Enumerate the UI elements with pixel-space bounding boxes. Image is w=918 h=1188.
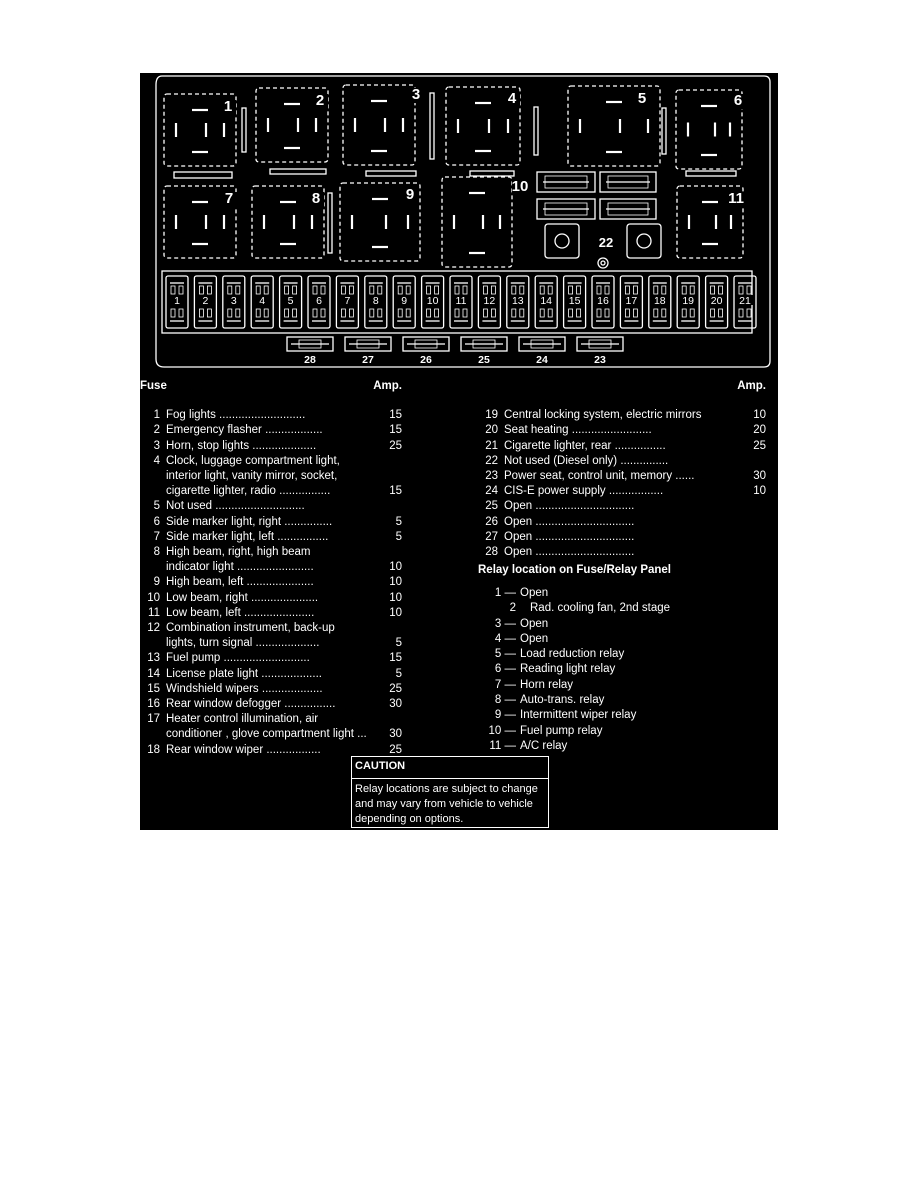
fuse-number: 20 <box>485 424 498 437</box>
relay-number-label: 4 <box>507 90 517 107</box>
fuse-description: Horn, stop lights .................... <box>166 439 317 452</box>
fuse-slot-number: 13 <box>511 295 524 307</box>
relay-location-item <box>478 678 670 693</box>
fuse-description: cigarette lighter, radio ................ <box>166 485 331 498</box>
fuse-number: 8 <box>153 546 160 559</box>
relay-location-item <box>478 586 670 601</box>
fuse-slot-number: 8 <box>372 295 379 307</box>
fuse-row <box>140 697 402 712</box>
relay-number-label: 8 <box>311 190 321 207</box>
fuse-description: Combination instrument, back-up <box>166 622 335 635</box>
fuse-row <box>140 667 402 682</box>
fuse-number: 22 <box>485 454 498 467</box>
relay-location-list <box>478 586 670 754</box>
relay-number-label: 10 <box>511 178 529 195</box>
fuse-slot-number: 17 <box>625 295 638 307</box>
fuse-amperage: 15 <box>389 424 402 437</box>
fuse-number <box>140 636 166 651</box>
relay-number: 9 — <box>494 709 516 722</box>
fuse-row <box>478 484 766 499</box>
fuse-description: Emergency flasher .................. <box>166 424 323 437</box>
relay-location-item <box>478 601 670 616</box>
fuse-number <box>140 727 166 742</box>
fuse-amperage: 25 <box>753 439 766 452</box>
fuse-number: 6 <box>153 515 160 528</box>
fuse-description: Central locking system, electric mirrors <box>504 409 702 422</box>
fuse-description: Side marker light, left ................ <box>166 530 329 543</box>
fuse-amperage: 10 <box>389 606 402 619</box>
fuse-number: 28 <box>485 546 498 559</box>
fuse-slot-number: 6 <box>316 295 322 307</box>
fuse-description: Rear window wiper ................. <box>166 743 321 756</box>
caution-line: depending on options. <box>355 813 464 825</box>
fuse-amperage <box>374 454 402 469</box>
fuse-amperage <box>374 499 402 514</box>
fuse-row <box>140 545 402 560</box>
caution-title: CAUTION <box>352 757 548 779</box>
fuse-slot-number: 27 <box>362 354 374 366</box>
caution-line: Relay locations are subject to change <box>355 783 538 795</box>
fuse-amperage: 20 <box>753 424 766 437</box>
fuse-slot-number: 23 <box>594 354 606 366</box>
fuse-description: Rear window defogger ................ <box>166 698 336 711</box>
amp-column-header-right: Amp. <box>737 380 766 392</box>
fuse-amperage: 10 <box>389 576 402 589</box>
fuse-slot-number: 20 <box>710 295 723 307</box>
fuse-slot-number: 26 <box>420 354 432 366</box>
fuse-description: Not used ............................ <box>166 500 305 513</box>
fuse-row <box>478 469 766 484</box>
fuse-description: Open ............................... <box>504 546 635 559</box>
fuse-amperage <box>374 621 402 636</box>
fuse-description: Open ............................... <box>504 515 635 528</box>
fuse-description: interior light, vanity mirror, socket, <box>166 470 338 483</box>
fuse-description: Clock, luggage compartment light, <box>166 454 340 467</box>
fuse-row <box>140 530 402 545</box>
fuse-description: High beam, right, high beam <box>166 546 311 559</box>
fuse-row <box>140 469 402 484</box>
amp-column-header-left: Amp. <box>373 380 402 392</box>
fuse-row <box>140 439 402 454</box>
fuse-amperage: 5 <box>395 515 402 528</box>
caution-line: and may vary from vehicle to vehicle <box>355 798 533 810</box>
fuse-number: 12 <box>147 622 160 635</box>
fuse-number: 26 <box>485 515 498 528</box>
fuse-number: 14 <box>147 667 160 680</box>
fuse-slot-number: 24 <box>536 354 548 366</box>
fuse-row <box>140 621 402 636</box>
fuse-relay-figure <box>140 73 778 830</box>
fuse-amperage: 10 <box>389 591 402 604</box>
relay-description: A/C relay <box>520 739 568 752</box>
fuse-description: Power seat, control unit, memory ...... <box>504 470 695 483</box>
fuse-row <box>478 454 766 469</box>
fuse-slot-number: 3 <box>230 295 237 307</box>
fuse-row <box>478 499 766 514</box>
fuse-slot-number: 15 <box>568 295 581 307</box>
fuse-row <box>478 423 766 438</box>
fuse-amperage <box>738 454 766 469</box>
fuse-number <box>140 560 166 575</box>
relay-number: 1 — <box>494 587 516 599</box>
relay-number: 11 — <box>489 739 516 752</box>
fuse-amperage <box>374 545 402 560</box>
fuse-number: 21 <box>485 439 498 452</box>
fuse-row <box>478 545 766 560</box>
fuse-number: 7 <box>153 530 160 543</box>
fuse-slot-number: 4 <box>259 295 266 307</box>
fuse-number: 11 <box>148 606 160 619</box>
relay-number: 10 — <box>488 724 516 737</box>
fuse-row <box>478 515 766 530</box>
fuse-slot-number: 14 <box>540 295 553 307</box>
relay-description: Auto-trans. relay <box>520 694 605 707</box>
relay-description: Open <box>520 632 549 645</box>
fuse-number: 9 <box>153 576 160 589</box>
fuse-number: 4 <box>153 454 160 467</box>
relay-location-item <box>478 724 670 739</box>
fuse-slot-number: 2 <box>202 295 209 307</box>
relay-location-title: Relay location on Fuse/Relay Panel <box>478 564 672 576</box>
fuse-number: 16 <box>147 698 160 711</box>
fuse-number: 23 <box>485 470 498 483</box>
relay-number-label: 2 <box>315 92 325 109</box>
fuse-row <box>140 591 402 606</box>
fuse-description: indicator light ........................ <box>166 561 314 574</box>
caution-box <box>351 756 549 828</box>
fuse-row <box>140 423 402 438</box>
fuse-slot-number: 21 <box>739 295 751 307</box>
relay-description: Open <box>520 587 549 599</box>
relay-number: 4 — <box>494 632 516 645</box>
fuse-number <box>140 484 166 499</box>
fuse-number: 3 <box>153 439 160 452</box>
fuse-amperage <box>738 515 766 530</box>
fuse-number: 18 <box>147 743 160 756</box>
relay-location-item <box>478 708 670 723</box>
relay-location-item <box>478 632 670 647</box>
fuse-description: CIS-E power supply ................. <box>504 485 664 498</box>
relay-description: Horn relay <box>520 678 574 691</box>
fuse-description: License plate light ................... <box>166 667 322 680</box>
fuse-row <box>140 515 402 530</box>
fuse-row <box>140 560 402 575</box>
fuse-table-right <box>478 379 766 560</box>
relay-number: 6 — <box>494 663 516 676</box>
relay-location-item <box>478 617 670 632</box>
fuse-description: Not used (Diesel only) ............... <box>504 454 669 467</box>
fuse-number: 15 <box>147 682 160 695</box>
fuse-row <box>140 454 402 469</box>
fuse-amperage: 30 <box>753 470 766 483</box>
relay-number-label: 7 <box>224 190 234 207</box>
fuse-description: conditioner , glove compartment light ... <box>166 728 367 741</box>
fuse-amperage <box>738 545 766 560</box>
fuse-description: Windshield wipers ................... <box>166 682 323 695</box>
relay-location-item <box>478 693 670 708</box>
fuse-number: 2 <box>153 424 160 437</box>
fuse-row <box>140 682 402 697</box>
fuse-description: Open ............................... <box>504 500 635 513</box>
fuse-description: Fog lights ........................... <box>166 409 306 422</box>
fuse-number: 1 <box>153 409 160 422</box>
fuse-description: Fuel pump ........................... <box>166 652 310 665</box>
relay-number: 8 — <box>494 694 516 707</box>
fuse-amperage: 15 <box>389 409 402 422</box>
fuse-description: Open ............................... <box>504 530 635 543</box>
fuse-slot-number: 11 <box>455 295 467 307</box>
fuse-number: 17 <box>147 713 160 726</box>
fuse-row <box>478 530 766 545</box>
fuse-description: Low beam, right ..................... <box>166 591 319 604</box>
fuse-amperage: 5 <box>395 530 402 543</box>
fuse-slot-number: 16 <box>597 295 609 307</box>
relay-number: 3 — <box>494 617 516 630</box>
fuse-number: 10 <box>147 591 160 604</box>
fuse-number: 19 <box>485 409 498 422</box>
fuse-slot-number: 18 <box>653 295 666 307</box>
fuse-number: 25 <box>485 500 498 513</box>
relay-location-item <box>478 647 670 662</box>
fuse-row <box>478 439 766 454</box>
fuse-description: lights, turn signal .................... <box>166 637 320 650</box>
fuse-number: 13 <box>147 652 160 665</box>
fuse-slot-number: 7 <box>344 295 351 307</box>
fuse-slot-number: 12 <box>483 295 496 307</box>
fuse-row <box>140 636 402 651</box>
fuse-description: High beam, left ..................... <box>166 576 314 589</box>
relay-number-label: 6 <box>733 92 743 109</box>
relay-description: Fuel pump relay <box>520 724 603 737</box>
fuse-amperage <box>738 530 766 545</box>
fuse-description: Cigarette lighter, rear ................ <box>504 439 666 452</box>
fuse-amperage: 10 <box>389 561 402 574</box>
fuse-amperage: 15 <box>389 652 402 665</box>
fuse-amperage: 30 <box>389 728 402 741</box>
fuse-row <box>140 575 402 590</box>
relay-number-label: 5 <box>637 90 647 107</box>
fuse-amperage: 5 <box>395 637 402 650</box>
fuse-relay-panel-diagram <box>140 73 778 373</box>
fuse-number <box>140 469 166 484</box>
relay-number-label: 3 <box>411 86 421 103</box>
fuse-amperage: 10 <box>753 409 766 422</box>
fuse-row <box>140 484 402 499</box>
fuse-slot-number: 1 <box>174 295 180 307</box>
fuse-amperage: 15 <box>389 485 402 498</box>
fuse-row <box>140 606 402 621</box>
fuse-number: 27 <box>485 530 498 543</box>
fuse-slot-number: 9 <box>401 295 408 307</box>
fuse-amperage: 30 <box>389 698 402 711</box>
relay-description: Intermittent wiper relay <box>520 709 637 722</box>
fuse-description: Side marker light, right ............... <box>166 515 333 528</box>
fuse-amperage <box>738 499 766 514</box>
fuse-row <box>140 712 402 727</box>
relay-description: Open <box>520 617 549 630</box>
fuse-amperage <box>374 469 402 484</box>
fuse-table-left <box>140 379 402 758</box>
fuse-slot-number: 28 <box>304 354 316 366</box>
fuse-row <box>140 651 402 666</box>
fuse-slot-number: 19 <box>682 295 695 307</box>
fuse-amperage: 25 <box>389 682 402 695</box>
fuse-number: 24 <box>485 485 498 498</box>
relay-number-label: 9 <box>405 186 415 203</box>
fuse-amperage: 10 <box>753 485 766 498</box>
fuse-slot-number: 10 <box>426 295 439 307</box>
fuse-amperage <box>374 712 402 727</box>
fuse-description: Low beam, left ...................... <box>166 606 315 619</box>
fuse-description: Seat heating ......................... <box>504 424 652 437</box>
fuse-row <box>140 408 402 423</box>
relay-number: 2 <box>509 602 516 615</box>
fuse-description: Heater control illumination, air <box>166 713 319 726</box>
relay-location-item <box>478 662 670 677</box>
relay-description: Load reduction relay <box>520 648 625 661</box>
relay-number-label: 1 <box>223 98 233 115</box>
fuse-number: 5 <box>153 500 160 513</box>
fuse-slot-number: 5 <box>287 295 294 307</box>
relay-description: Rad. cooling fan, 2nd stage <box>530 602 671 615</box>
relay-number: 5 — <box>494 648 516 661</box>
fuse-row <box>140 499 402 514</box>
relay-22-label: 22 <box>598 235 614 250</box>
relay-number-label: 11 <box>728 190 744 207</box>
fuse-row <box>140 727 402 742</box>
relay-location-item <box>478 739 670 754</box>
fuse-column-header: Fuse <box>140 380 167 392</box>
fuse-amperage: 25 <box>389 743 402 756</box>
fuse-amperage: 25 <box>389 439 402 452</box>
fuse-row <box>478 408 766 423</box>
fuse-slot-number: 25 <box>478 354 490 366</box>
relay-number: 7 — <box>494 678 516 691</box>
relay-description: Reading light relay <box>520 663 616 676</box>
fuse-amperage: 5 <box>395 667 402 680</box>
